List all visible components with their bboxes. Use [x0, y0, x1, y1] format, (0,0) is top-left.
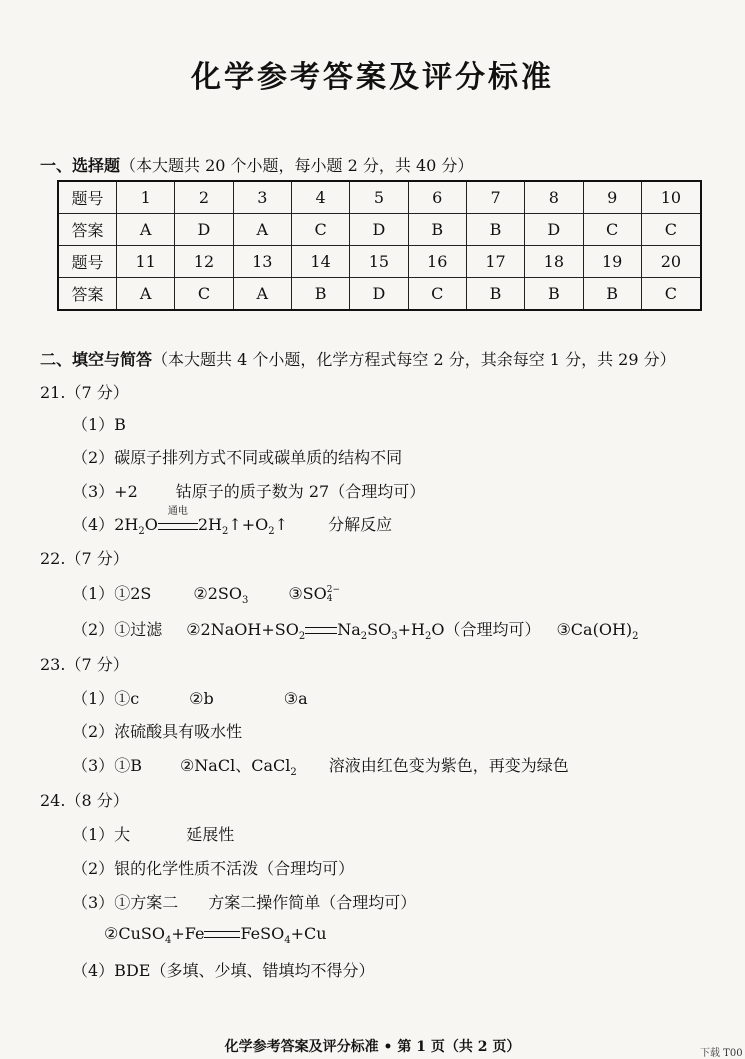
section1-title: 一、选择题 [40, 156, 121, 175]
q21-header: 21.（7 分） [40, 383, 129, 402]
q23-answer-2: （2）浓硫酸具有吸水性 [72, 722, 243, 741]
q21-equation: $2H_2O$ 通电 $2H_2↑+O_2↑$ [114, 515, 288, 534]
q23-answer-1-part2: ②b [189, 689, 214, 708]
q23-answer-1-part1: ①c [114, 689, 140, 708]
q24-answer-4: （4）BDE（多填、少填、错填均不得分） [72, 961, 375, 980]
q22-answer-2-part3: $③Ca(OH)_2$ [556, 620, 639, 643]
q21-answer-4 [72, 506, 393, 538]
answer-table-cell: C [641, 214, 701, 246]
answer-table-cell: 5 [350, 181, 408, 214]
answer-table-cell: 7 [466, 181, 524, 214]
answer-table-cell: 11 [117, 246, 175, 278]
q23-answer-3 [72, 753, 569, 778]
q24-answer-1 [72, 822, 234, 845]
answer-table-cell: 20 [641, 246, 701, 278]
section1-note: （本大题共 20 个小题，每小题 2 分，共 40 分） [120, 156, 474, 175]
answer-table-cell: 18 [525, 246, 583, 278]
answer-table-cell: B [525, 278, 583, 311]
answer-table-cell: 10 [641, 181, 701, 214]
q22-header: 22.（7 分） [40, 549, 129, 568]
section1-header [40, 153, 473, 176]
answer-table-cell: D [525, 214, 583, 246]
answer-table-cell: C [175, 278, 233, 311]
q23-answer-3-part3: 溶液由红色变为紫色，再变为绿色 [328, 756, 569, 775]
answer-table-cell: 15 [350, 246, 408, 278]
answer-table-cell: 9 [583, 181, 641, 214]
section2-header [40, 347, 676, 370]
q22-answer-2-part1: ①过滤 [114, 620, 163, 639]
answer-table-cell: A [233, 214, 291, 246]
section2-title: 二、填空与简答 [40, 350, 153, 369]
q24-answer-3-part2: 方案二操作简单（合理均可） [208, 893, 417, 912]
answer-table-cell: 6 [408, 181, 466, 214]
page-footer: 化学参考答案及评分标准 • 第 1 页（共 2 页） [224, 1039, 521, 1055]
answer-table-cell: D [350, 214, 408, 246]
q21-answer-4-label: （4） [72, 515, 115, 534]
answer-table-row-label: 题号 [58, 181, 117, 214]
q22-answer-2 [72, 617, 639, 642]
equation-condition-label: 通电 [167, 506, 188, 517]
answer-table-cell: 13 [233, 246, 291, 278]
equation-condition [158, 506, 198, 535]
answer-table-cell: 4 [291, 181, 349, 214]
answer-table-row-label: 答案 [58, 278, 117, 311]
q21-answer-3-label: （3）+2 [72, 482, 138, 501]
equals-sign [204, 931, 240, 938]
answer-table-cell: D [175, 214, 233, 246]
q24-answer-2: （2）银的化学性质不活泼（合理均可） [72, 859, 355, 878]
q22-answer-1-part3: ③SO 2− 4 [288, 584, 341, 604]
answer-table-cell: A [233, 278, 291, 311]
answer-table-cell: C [291, 214, 349, 246]
answer-table-cell: 14 [291, 246, 349, 278]
answer-table-row [58, 246, 701, 278]
q23-header: 23.（7 分） [40, 655, 129, 674]
answer-table-cell: C [408, 278, 466, 311]
answer-table-cell: 17 [466, 246, 524, 278]
q22-answer-2-note: （合理均可） [444, 620, 541, 639]
q23-answer-1-part3: ③a [283, 689, 308, 708]
answer-table-row-label: 答案 [58, 214, 117, 246]
q23-answer-1-label: （1） [72, 689, 115, 708]
answer-table-row [58, 181, 701, 214]
q21-answer-3-text: 钴原子的质子数为 27（合理均可） [175, 482, 426, 501]
answer-table-row [58, 278, 701, 311]
answer-table-row-label: 题号 [58, 246, 117, 278]
equals-sign [305, 627, 337, 634]
q22-answer-1-label: （1） [72, 584, 115, 603]
answer-table-cell: D [350, 278, 408, 311]
q21-answer-2: （2）碳原子排列方式不同或碳单质的结构不同 [72, 448, 403, 467]
answer-table-cell: C [641, 278, 701, 311]
q24-answer-3-equation: ②CuSO$_4$+Fe FeSO$_4$+Cu [104, 924, 327, 947]
corner-mark: 下载 T00 [700, 1048, 743, 1059]
answer-table-cell: 19 [583, 246, 641, 278]
answer-table-cell: 3 [233, 181, 291, 214]
answer-table-cell: B [583, 278, 641, 311]
section2-note: （本大题共 4 个小题，化学方程式每空 2 分，其余每空 1 分，共 29 分） [152, 350, 676, 369]
q22-equation: $②2NaOH+SO_2$ $Na_2SO_3+H_2O$ [186, 620, 445, 643]
q23-answer-3-part2: ②NaCl、CaCl$_2$ [179, 756, 297, 779]
equals-sign [158, 523, 198, 530]
q22-answer-1-part2: $②2SO_3$ [193, 584, 249, 607]
answer-table-cell: B [466, 278, 524, 311]
q24-answer-1-label: （1）大 [72, 825, 131, 844]
answer-table-cell: A [117, 278, 175, 311]
answer-table-cell: 12 [175, 246, 233, 278]
q23-answer-1 [72, 686, 308, 709]
answer-table [57, 180, 702, 311]
answer-table-cell: C [583, 214, 641, 246]
q23-answer-3-label: （3） [72, 756, 115, 775]
page-title: 化学参考答案及评分标准 [191, 60, 554, 95]
q22-answer-1-part1: ①2S [114, 584, 152, 603]
answer-table-cell: 16 [408, 246, 466, 278]
q23-answer-3-part1: ①B [114, 756, 142, 775]
answer-table-cell: B [291, 278, 349, 311]
q22-answer-2-label: （2） [72, 620, 115, 639]
q24-header: 24.（8 分） [40, 791, 129, 810]
q22-answer-1 [72, 581, 340, 606]
q24-answer-3-part1: ①方案二 [114, 893, 179, 912]
q21-answer-3 [72, 479, 425, 502]
answer-table-cell: 2 [175, 181, 233, 214]
q24-answer-3 [72, 890, 416, 913]
q24-answer-1-part2: 延展性 [186, 825, 235, 844]
q24-answer-3-label: （3） [72, 893, 115, 912]
answer-table-cell: 1 [117, 181, 175, 214]
q21-reaction-type: 分解反应 [328, 515, 393, 534]
answer-table-cell: A [117, 214, 175, 246]
answer-table-cell: B [466, 214, 524, 246]
answer-table-cell: 8 [525, 181, 583, 214]
answer-table-cell: B [408, 214, 466, 246]
q21-answer-1: （1）B [72, 415, 126, 434]
answer-table-row [58, 214, 701, 246]
